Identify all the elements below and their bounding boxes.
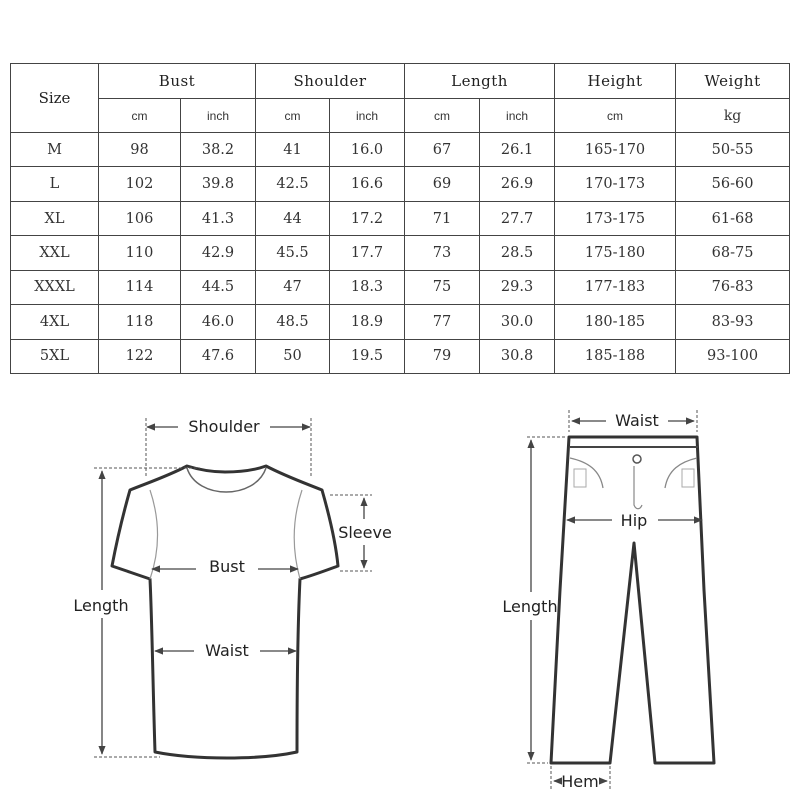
table-cell: 170-173 — [555, 167, 676, 201]
unit-cell: kg — [676, 99, 790, 133]
size-cell: 4XL — [11, 305, 99, 339]
pants-coin-pocket — [574, 469, 586, 487]
pants-diagram — [502, 410, 714, 791]
table-cell: 175-180 — [555, 236, 676, 270]
table-cell: 106 — [99, 201, 181, 235]
table-cell: 102 — [99, 167, 181, 201]
table-cell: 16.6 — [330, 167, 405, 201]
table-cell: 30.0 — [480, 305, 555, 339]
table-cell: 17.2 — [330, 201, 405, 235]
table-cell: 39.8 — [181, 167, 256, 201]
table-cell: 76-83 — [676, 270, 790, 304]
table-cell: 110 — [99, 236, 181, 270]
size-cell: L — [11, 167, 99, 201]
table-cell: 27.7 — [480, 201, 555, 235]
size-cell: XL — [11, 201, 99, 235]
table-cell: 50-55 — [676, 133, 790, 167]
unit-cell: cm — [256, 99, 330, 133]
bust-header: Bust — [99, 64, 256, 99]
table-cell: 26.9 — [480, 167, 555, 201]
pants-waist-label: Waist — [615, 411, 659, 430]
table-cell: 47 — [256, 270, 330, 304]
pants-pocket-right — [665, 458, 697, 488]
unit-cell: inch — [330, 99, 405, 133]
size-header: Size — [11, 64, 99, 133]
table-cell: 29.3 — [480, 270, 555, 304]
table-cell: 68-75 — [676, 236, 790, 270]
unit-cell: cm — [405, 99, 480, 133]
table-cell: 93-100 — [676, 339, 790, 373]
waist-label: Waist — [205, 641, 249, 660]
shoulder-label: Shoulder — [188, 417, 260, 436]
tshirt-armhole-left — [150, 490, 158, 579]
height-header: Height — [555, 64, 676, 99]
table-cell: 122 — [99, 339, 181, 373]
size-cell: XXXL — [11, 270, 99, 304]
table-cell: 30.8 — [480, 339, 555, 373]
table-cell: 17.7 — [330, 236, 405, 270]
table-cell: 114 — [99, 270, 181, 304]
table-cell: 16.0 — [330, 133, 405, 167]
table-cell: 50 — [256, 339, 330, 373]
table-cell: 180-185 — [555, 305, 676, 339]
table-cell: 38.2 — [181, 133, 256, 167]
table-cell: 173-175 — [555, 201, 676, 235]
pants-length-label: Length — [502, 597, 558, 616]
table-cell: 48.5 — [256, 305, 330, 339]
tshirt-outline — [112, 466, 338, 758]
length-header: Length — [405, 64, 555, 99]
table-cell: 56-60 — [676, 167, 790, 201]
pants-button — [633, 455, 641, 463]
table-cell: 26.1 — [480, 133, 555, 167]
table-cell: 61-68 — [676, 201, 790, 235]
table-cell: 41.3 — [181, 201, 256, 235]
table-cell: 118 — [99, 305, 181, 339]
table-cell: 71 — [405, 201, 480, 235]
length-label: Length — [73, 596, 129, 615]
pants-fly — [634, 466, 642, 509]
table-cell: 19.5 — [330, 339, 405, 373]
table-cell: 77 — [405, 305, 480, 339]
table-cell: 45.5 — [256, 236, 330, 270]
unit-cell: inch — [181, 99, 256, 133]
hip-label: Hip — [620, 511, 648, 530]
size-cell: M — [11, 133, 99, 167]
sleeve-label: Sleeve — [338, 523, 392, 542]
table-cell: 73 — [405, 236, 480, 270]
unit-cell: cm — [555, 99, 676, 133]
table-cell: 75 — [405, 270, 480, 304]
hem-label: Hem — [561, 772, 599, 791]
table-cell: 83-93 — [676, 305, 790, 339]
unit-cell: inch — [480, 99, 555, 133]
table-cell: 18.3 — [330, 270, 405, 304]
bust-label: Bust — [209, 557, 245, 576]
table-cell: 41 — [256, 133, 330, 167]
table-cell: 185-188 — [555, 339, 676, 373]
table-cell: 177-183 — [555, 270, 676, 304]
table-cell: 98 — [99, 133, 181, 167]
table-cell: 42.9 — [181, 236, 256, 270]
table-cell: 44 — [256, 201, 330, 235]
table-cell: 42.5 — [256, 167, 330, 201]
pants-coin-pocket — [682, 469, 694, 487]
table-cell: 18.9 — [330, 305, 405, 339]
table-cell: 165-170 — [555, 133, 676, 167]
shoulder-header: Shoulder — [256, 64, 405, 99]
table-cell: 79 — [405, 339, 480, 373]
table-cell: 67 — [405, 133, 480, 167]
table-cell: 47.6 — [181, 339, 256, 373]
pants-outline — [551, 437, 714, 763]
tshirt-armhole-right — [294, 490, 302, 579]
table-cell: 44.5 — [181, 270, 256, 304]
size-cell: XXL — [11, 236, 99, 270]
table-cell: 28.5 — [480, 236, 555, 270]
tshirt-diagram — [73, 417, 391, 758]
table-cell: 69 — [405, 167, 480, 201]
size-cell: 5XL — [11, 339, 99, 373]
unit-cell: cm — [99, 99, 181, 133]
weight-header: Weight — [676, 64, 790, 99]
table-cell: 46.0 — [181, 305, 256, 339]
